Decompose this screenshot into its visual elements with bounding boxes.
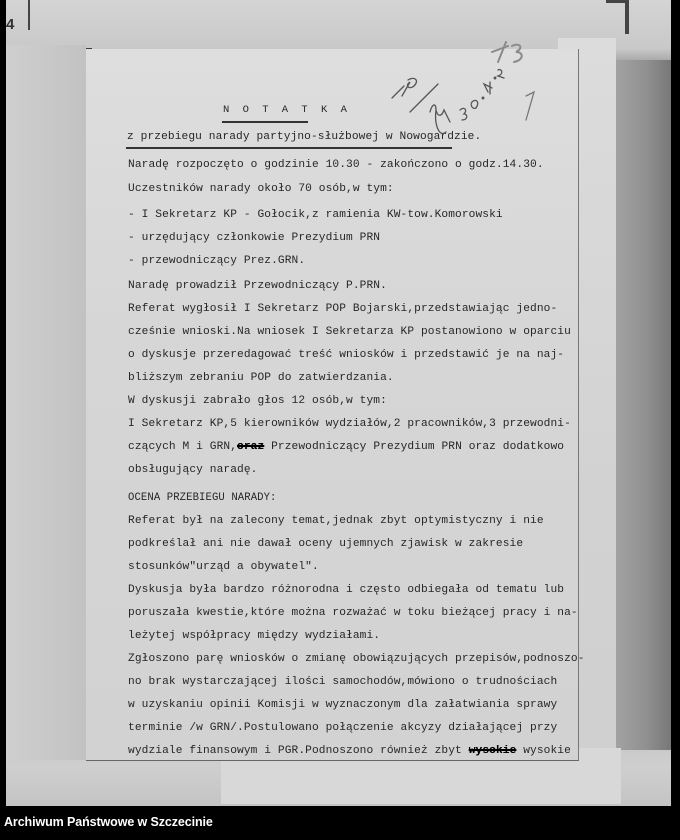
struck-out-word: wysokie [468, 745, 517, 757]
text-segment: Przewodniczący Prezydium PRN oraz dodatkowo [264, 441, 565, 453]
section-heading: OCENA PRZEBIEGU NARADY: [128, 492, 277, 504]
text-line: stosunków"urząd a obywatel". [128, 561, 319, 573]
text-line: poruszała kwestie,które można rozważać w toku bieżącej pracy i na- [128, 607, 578, 619]
text-line [128, 441, 564, 453]
text-line: cześnie wnioski.Na wniosek I Sekretarza KP postanowiono w oparciu [128, 326, 571, 338]
text-line: Referat wygłosił I Sekretarz POP Bojarski,przedstawiając jedno- [128, 303, 558, 315]
list-item: - urzędujący członkowie Prezydium PRN [128, 232, 381, 244]
right-shadow [611, 60, 671, 750]
text-segment: wysokie [516, 745, 571, 757]
struck-out-word: oraz [237, 441, 265, 453]
document-subtitle: z przebiegu narady partyjno-służbowej w Nowogardzie. [127, 131, 482, 143]
text-line: Uczestników narady około 70 osób,w tym: [128, 183, 394, 195]
text-line: Dyskusja była bardzo różnorodna i często odbiegała od tematu lub [128, 584, 565, 596]
text-line [128, 745, 571, 757]
text-line: obsługujący naradę. [128, 464, 258, 476]
frame-mark-right [625, 0, 629, 34]
archive-footer-label: Archiwum Państwowe w Szczecinie [4, 815, 213, 829]
text-line: w uzyskaniu opinii Komisji w wyznaczonym dla załatwiania sprawy [128, 699, 558, 711]
text-line: Zgłoszono parę wniosków o zmianę obowiązujących przepisów,podnoszo- [128, 653, 585, 665]
text-line: o dyskusje przeredagować treść wniosków i przedstawić je na naj- [128, 349, 565, 361]
text-line: I Sekretarz KP,5 kierowników wydziałów,2 pracowników,3 przewodni- [128, 418, 571, 430]
frame-number: 4 [6, 16, 15, 33]
text-segment: wydziale finansowym i PGR.Podnoszono również zbyt [128, 745, 469, 757]
text-segment: czących M i GRN, [128, 441, 238, 453]
text-line: podkreślał ani nie dawał oceny ujemnych zjawisk w zakresie [128, 538, 524, 550]
document-page [86, 49, 585, 761]
text-line: Naradę prowadził Przewodniczący P.PRN. [128, 280, 387, 292]
text-line: W dyskusji zabrało głos 12 osób,w tym: [128, 395, 387, 407]
list-item: - I Sekretarz KP - Gołocik,z ramienia KW-tow.Komorowski [128, 209, 503, 221]
document-title: N O T A T K A [223, 104, 351, 116]
text-line: Naradę rozpoczęto o godzinie 10.30 - zakończono o godz.14.30. [128, 159, 544, 171]
handwritten-annotation-icon [380, 40, 540, 150]
text-line: terminie /w GRN/.Postulowano połączenie akcyzy działającej przy [128, 722, 558, 734]
left-backing-sheet [6, 45, 86, 760]
text-line: bliższym zebraniu POP do zatwierdzania. [128, 372, 394, 384]
title-underline [222, 121, 308, 123]
text-line: leżytej współpracy między wydziałami. [128, 630, 381, 642]
list-item: - przewodniczący Prez.GRN. [128, 255, 306, 267]
text-line: Referat był na zalecony temat,jednak zbyt optymistyczny i nie [128, 515, 544, 527]
frame-mark-left [28, 0, 30, 30]
text-line: no brak wystarczającej ilości samochodów,mówiono o trudnościach [128, 676, 558, 688]
